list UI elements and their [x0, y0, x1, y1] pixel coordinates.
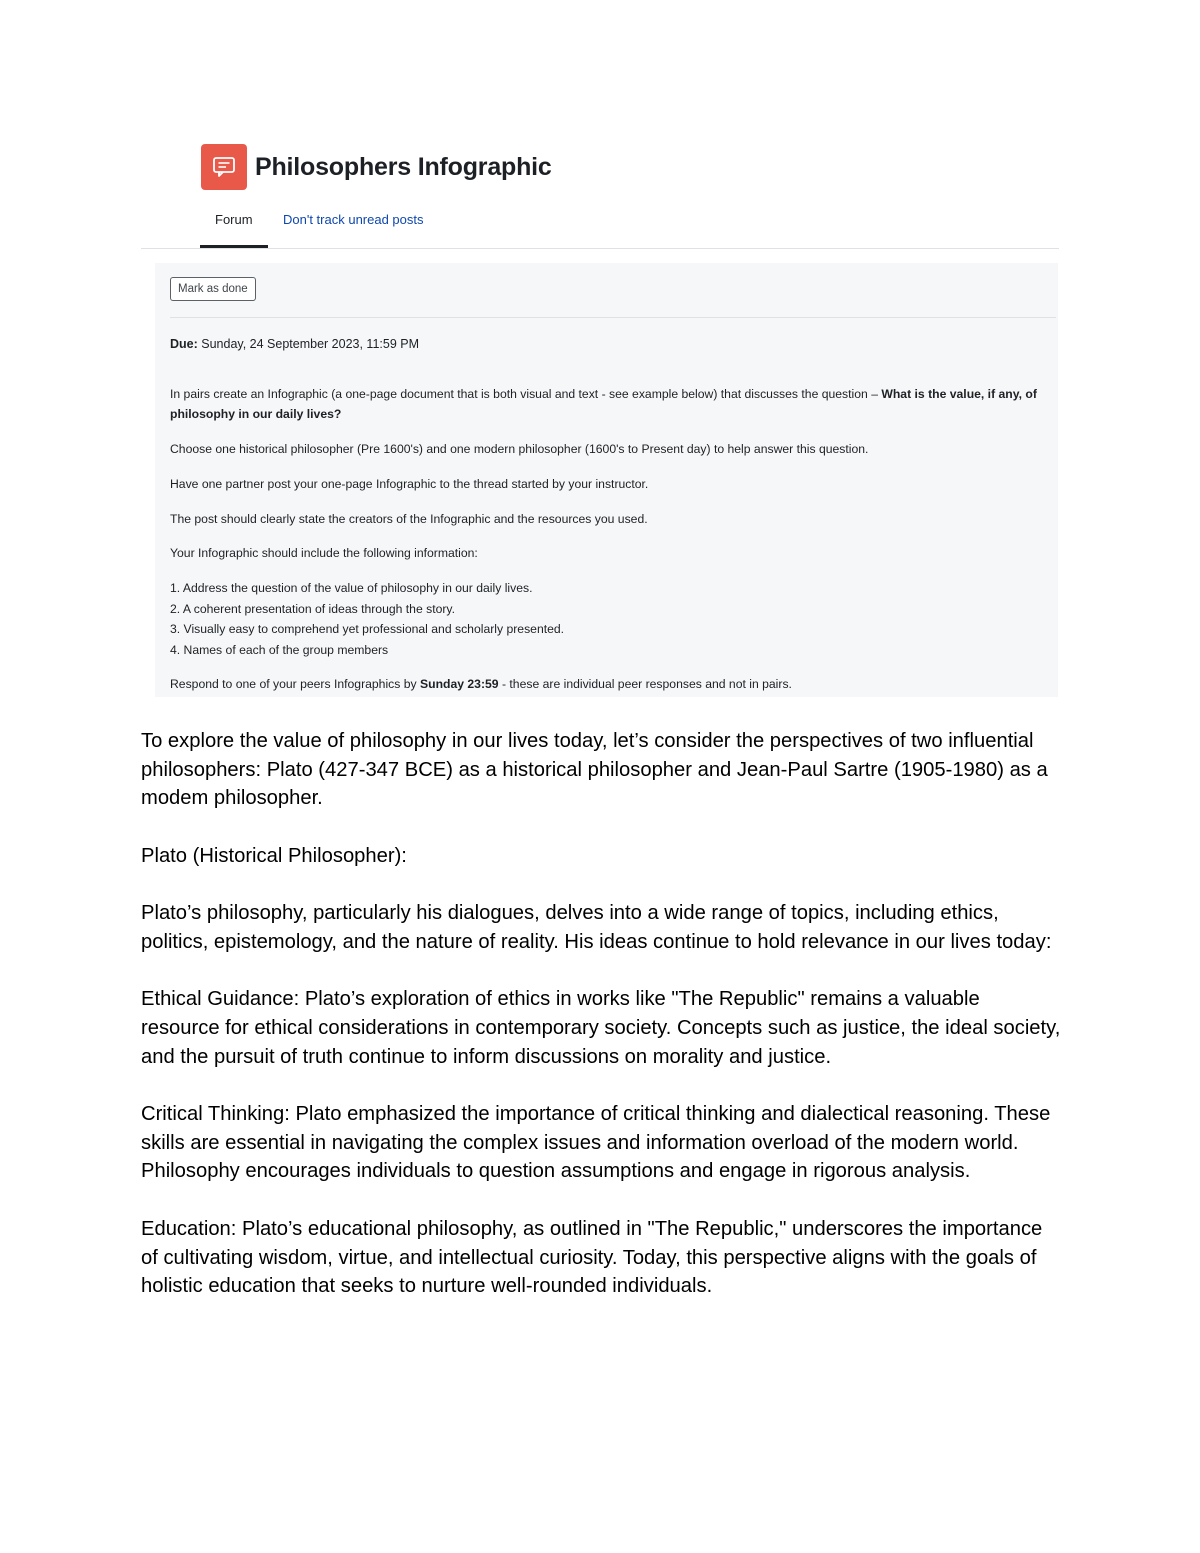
plato-heading: Plato (Historical Philosopher):	[141, 844, 407, 867]
choose-paragraph: Choose one historical philosopher (Pre 1600's) and one modern philosopher (1600's to Present day) to help answer this question.	[170, 442, 869, 456]
intro-text: In pairs create an Infographic (a one-page document that is both visual and text - see example below) that discusses the question –	[170, 387, 882, 401]
respond-deadline: Sunday 23:59	[420, 677, 499, 691]
active-tab-indicator	[200, 245, 268, 248]
creators-paragraph: The post should clearly state the creators of the Infographic and the resources you used.	[170, 512, 648, 526]
tab-dont-track-unread-posts[interactable]: Don't track unread posts	[283, 212, 424, 227]
forum-chat-icon	[201, 144, 247, 190]
list-item: 4. Names of each of the group members	[170, 642, 389, 657]
activity-description-panel	[155, 263, 1058, 697]
secondary-navigation	[141, 200, 1059, 249]
plato-intro: Plato’s philosophy, particularly his dialogues, delves into a wide range of topics, including ethics, politics, epistemology, and the nature of reality. His ideas continue to hold relevance in our lives today:	[141, 902, 1052, 953]
respond-paragraph	[170, 674, 1058, 694]
due-value: Sunday, 24 September 2023, 11:59 PM	[197, 337, 419, 351]
essay-intro: To explore the value of philosophy in our lives today, let’s consider the perspectives of two influential philosophers: Plato (427-347 BCE) as a historical philosopher and Jean-Paul Sartre (1905-1980) as a modem philosopher.	[141, 730, 1048, 810]
respond-prefix: Respond to one of your peers Infographics by	[170, 677, 420, 691]
ethical-guidance-paragraph: Ethical Guidance: Plato’s exploration of ethics in works like "The Republic" remains a valuable resource for ethical considerations in contemporary society. Concepts such as justice, the ideal society, and the pursuit of truth continue to inform discussions on morality and justice.	[141, 988, 1061, 1068]
intro-question: What is the value, if any, of philosophy in our daily lives?	[170, 387, 1037, 421]
critical-thinking-paragraph: Critical Thinking: Plato emphasized the importance of critical thinking and dialectical reasoning. These skills are essential in navigating the complex issues and information overload of the modern world. Philosophy encourages individuals to question assumptions and engage in rigorous analysis.	[141, 1103, 1051, 1183]
essay-body	[141, 727, 1061, 1330]
list-item: 3. Visually easy to comprehend yet professional and scholarly presented.	[170, 622, 565, 636]
tab-forum[interactable]: Forum	[215, 212, 253, 227]
page-header	[201, 144, 552, 190]
list-item: 2. A coherent presentation of ideas through the story.	[170, 601, 456, 616]
due-label: Due:	[170, 337, 198, 351]
mark-as-done-button[interactable]: Mark as done	[170, 277, 256, 301]
post-paragraph: Have one partner post your one-page Infographic to the thread started by your instructor.	[170, 477, 649, 491]
respond-suffix: - these are individual peer responses and not in pairs.	[498, 677, 792, 691]
due-date	[170, 337, 419, 351]
page-title: Philosophers Infographic	[255, 152, 552, 181]
requirements-list	[170, 578, 564, 660]
panel-divider	[170, 317, 1056, 318]
education-paragraph: Education: Plato’s educational philosophy, as outlined in "The Republic," underscores the importance of cultivating wisdom, virtue, and intellectual curiosity. Today, this perspective aligns with the goals of holistic education that seeks to nurture well-rounded individuals.	[141, 1217, 1043, 1298]
include-paragraph: Your Infographic should include the following information:	[170, 546, 478, 560]
list-item: 1. Address the question of the value of philosophy in our daily lives.	[170, 581, 533, 595]
intro-paragraph	[170, 384, 1058, 424]
